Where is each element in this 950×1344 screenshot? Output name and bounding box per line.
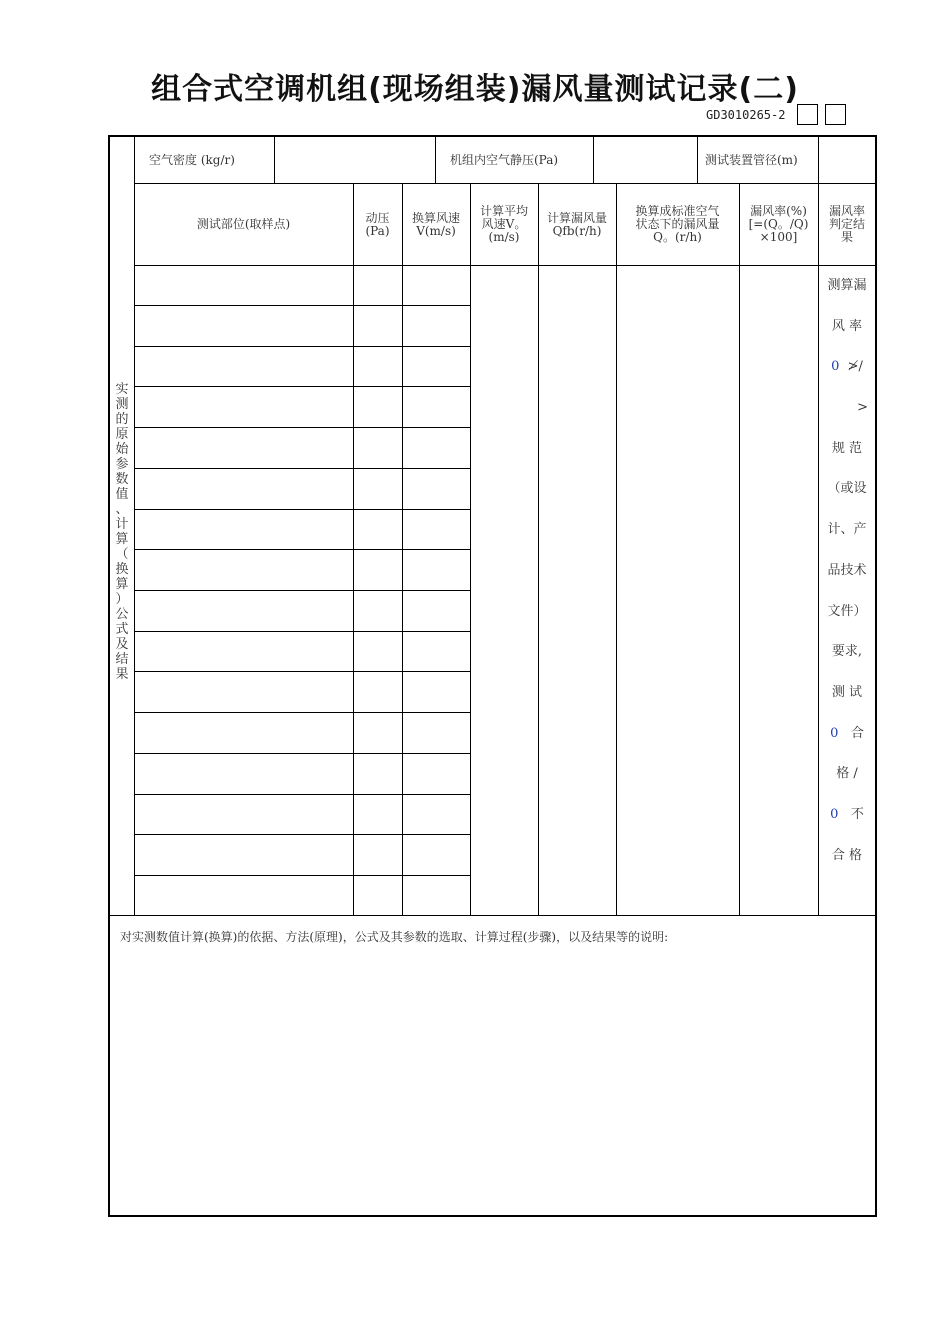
header-avg-velocity: 计算平均 风速V。 (m/s) [479,204,528,244]
header-std-leak-volume: 换算成标准空气 状态下的漏风量 Q。(r/h) [635,204,720,244]
air-density-label: 空气密度 (kg/r) [149,153,235,167]
notes-label: 对实测数值计算(换算)的依据、方法(原理)，公式及其参数的选取、计算过程(步骤)，以及结果等的说明: [120,930,669,944]
form-title: 组合式空调机组(现场组装)漏风量测试记录(二) [151,72,799,107]
header-converted-velocity: 换算风速 V(m/s) [411,211,460,238]
verdict-text: 测算漏 风 率 0 ≯/ > 规 范 （或设 计、产 品技术 文件） 要求, 测 试 0 合 格 / 0 不 合 格 [827,278,868,863]
code-box-2[interactable] [825,104,846,125]
header-location: 测试部位(取样点) [196,217,291,231]
verdict-fail-count: 0 [830,806,839,822]
header-leak-rate: 漏风率(%) [=(Q。/Q) ×100] [748,204,809,244]
static-pressure-label: 机组内空气静压(Pa) [450,153,559,167]
verdict-pass-count: 0 [830,725,839,741]
notes-area[interactable] [120,955,860,1205]
header-verdict: 漏风率 判定结 果 [828,204,865,244]
header-dynamic-pressure: 动压 (Pa) [365,211,390,238]
form-code: GD3010265-2 [706,108,786,122]
code-box-1[interactable] [797,104,818,125]
header-leak-volume: 计算漏风量 Qfb(r/h) [546,211,607,238]
verdict-count: 0 [831,359,840,375]
side-label: 实 测 的 原 始 参 数 值 、 计 算 （ 换 算 ） 公 式 及 结 果 [115,382,129,682]
pipe-diameter-label: 测试装置管径(m) [705,153,798,167]
